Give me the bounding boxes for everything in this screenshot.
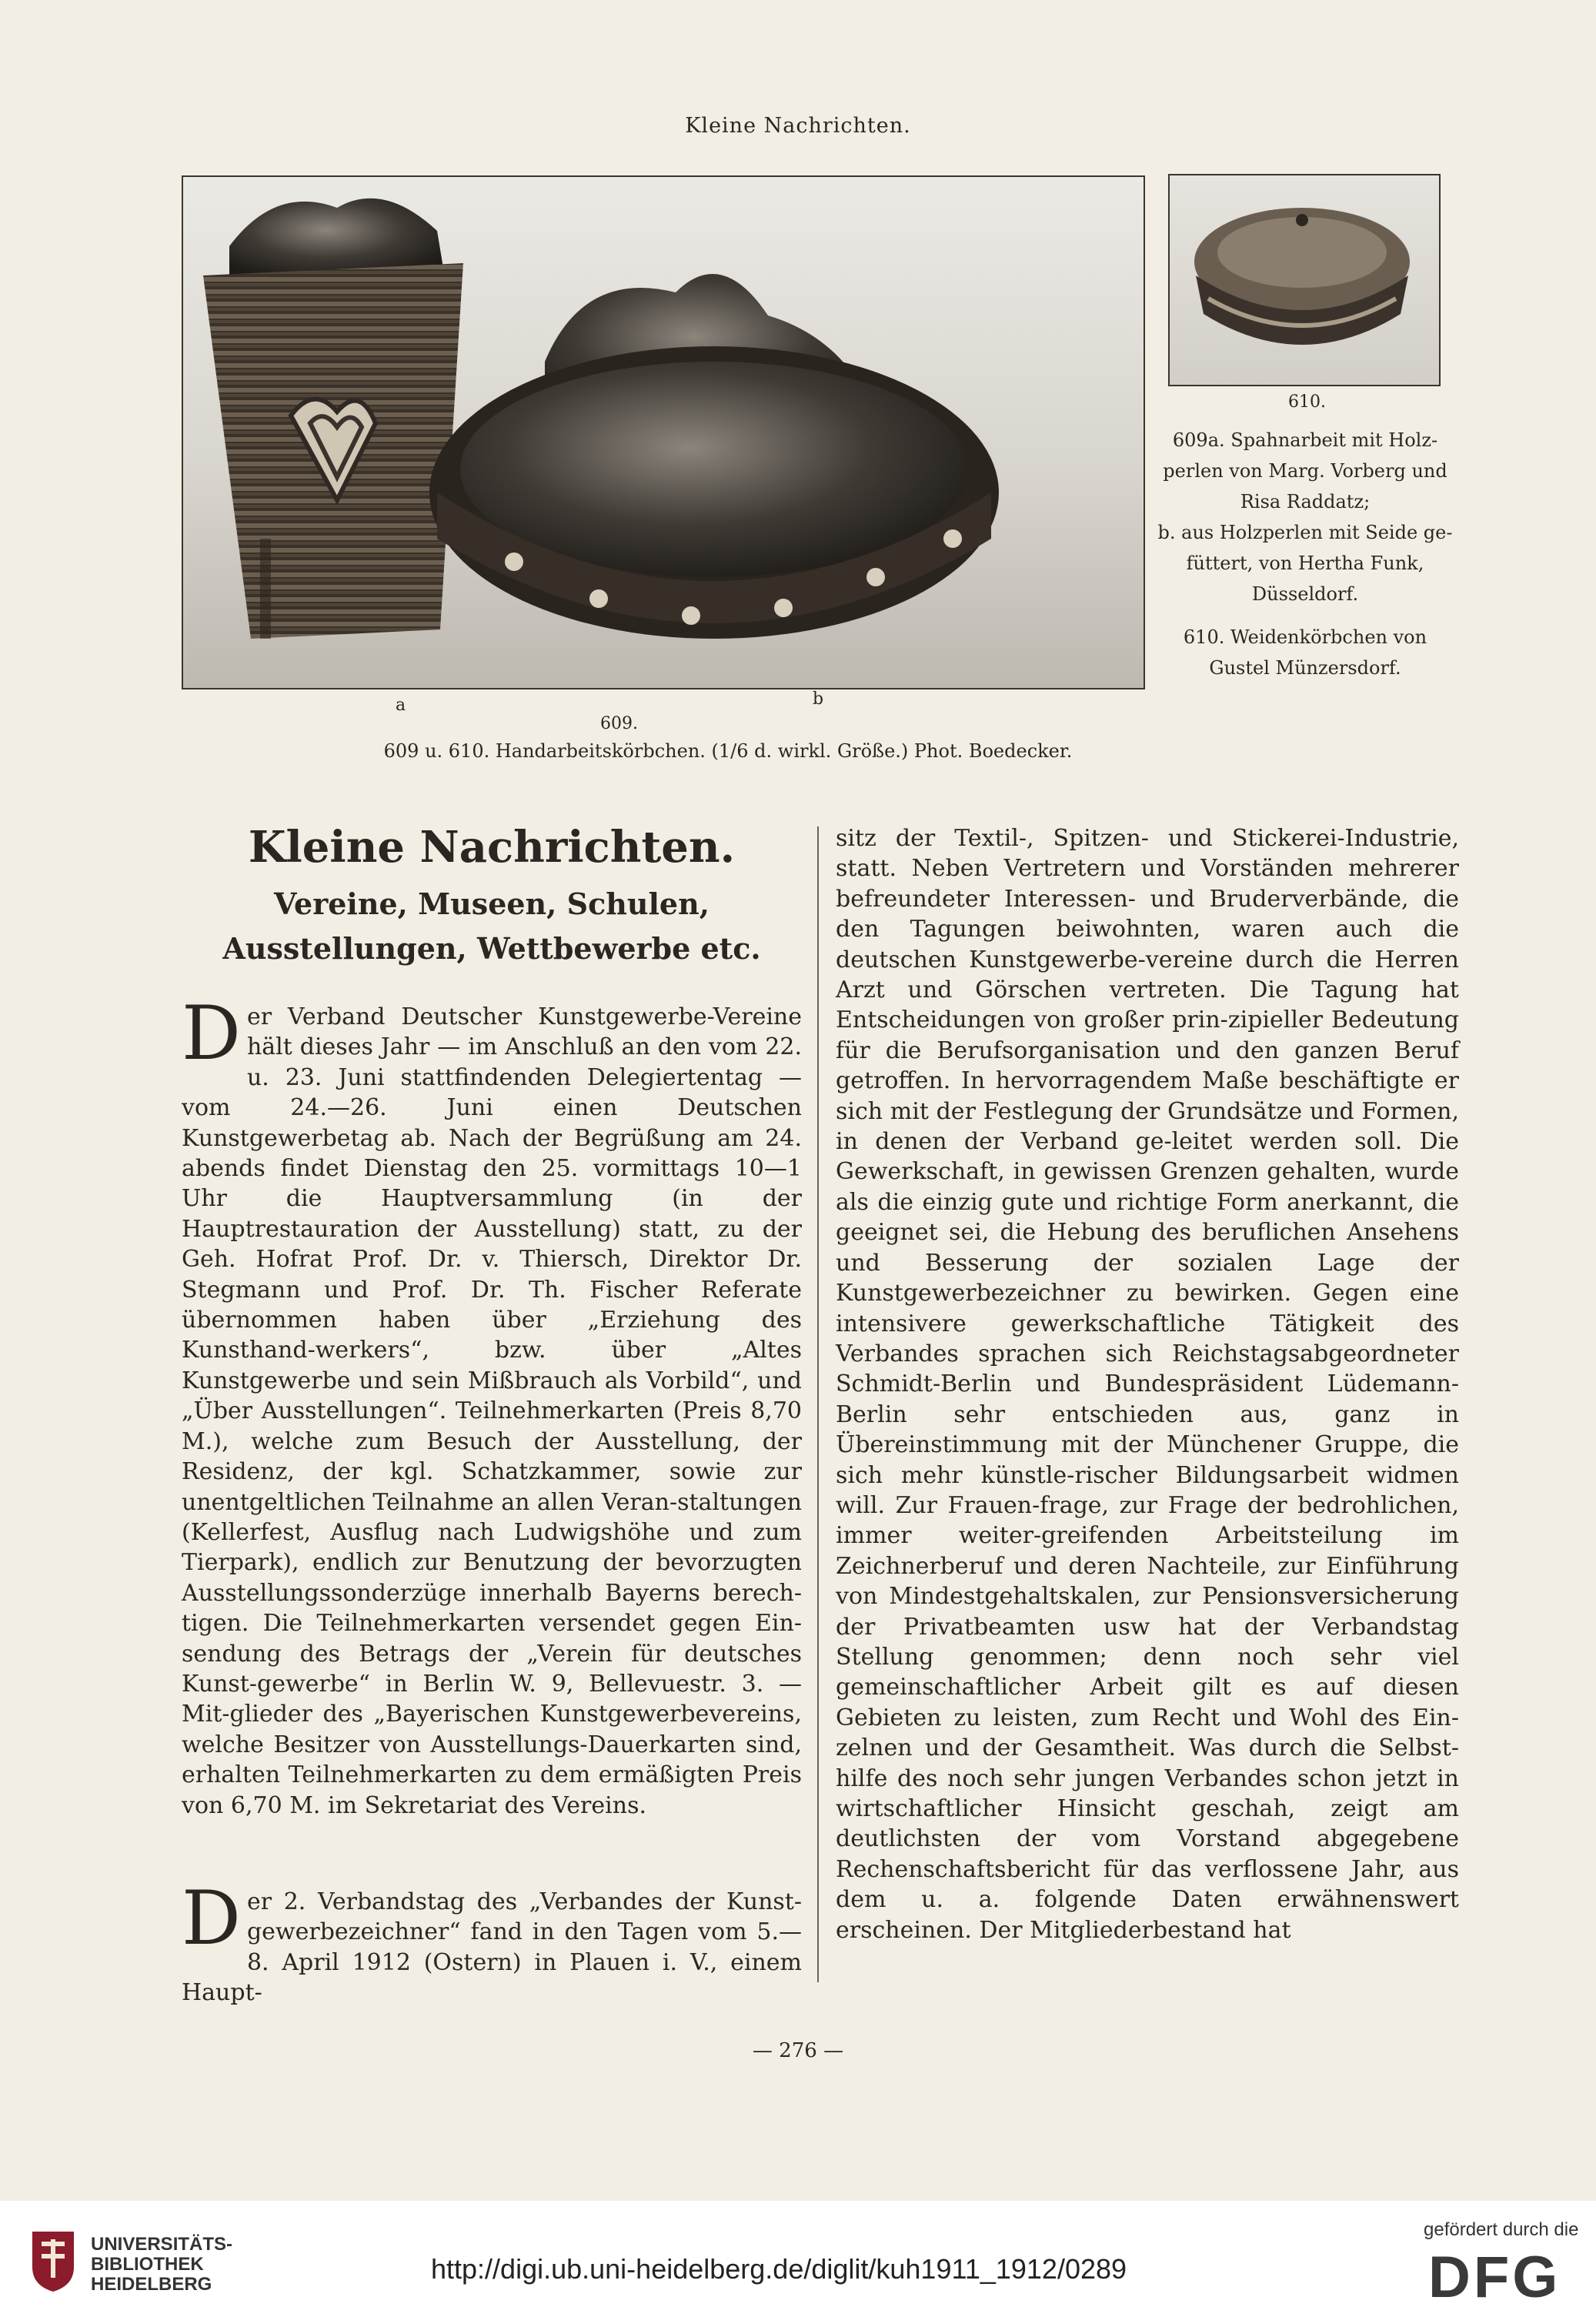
article-title: Kleine Nachrichten. xyxy=(248,822,736,873)
photo-610-willow-basket xyxy=(1168,174,1441,386)
right-column-text: sitz der Textil-, Spitzen- und Stickerei-Industrie, statt. Neben Vertretern und Vorständen mehrerer befreundeter Interessen- und Bruderverbände, die den Tagungen beiwohnten, waren auch die deutschen Kunstgewerbe-vereine durch die Herren Arzt und Görschen vertreten. Die Tagung hat Entscheidungen von großer prin-zipieller Bedeutung für die Berufsorganisation und den ganzen Beruf getroffen. In hervorragendem Maße beschäftigte er sich mit der Festlegung der Grundsätze und Formen, in denen der Verband ge-leitet werden soll. Die Gewerkschaft, in gewissen Grenzen gehalten, wurde als die einzig gute und richtige Form anerkannt, die geeignet sei, die Hebung des beruflichen Ansehens und Besserung der sozialen Lage der Kunstgewerbezeichner zu bewirken. Gegen eine intensivere gewerkschaftliche Tätigkeit des Verbandes sprachen sich Reichstagsabgeordneter Schmidt-Berlin und Bundespräsident Lüdemann-Berlin sehr entschieden aus, ganz in Übereinstimmung mit der Münchener Gruppe, die sich mehr künstle-rischer Bildungsarbeit widmen will. Zur Frauen-frage, zur Frage der bedrohlichen, immer weiter-greifenden Arbeitsteilung im Zeichnerberuf und deren Nachteile, zur Einführung von Mindestgehaltskalen, zur Pensionsversicherung der Privatbeamten usw hat der Verbandstag Stellung genommen; denn noch sehr viel gemeinschaftlicher Arbeit gilt es auf diesen Gebieten zu leisten, zum Recht und Wohl des Ein-zelnen und der Gesamtheit. Was durch die Selbst-hilfe des noch sehr jungen Verbandes schon jetzt in wirtschaftlicher Hinsicht geschah, zeigt am deutlichsten der vom Vorstand abgegebene Rechenschaftsbericht für das verflossene Jahr, aus dem u. a. folgende Daten erwähnenswert erscheinen. Der Mitgliederbestand hat xyxy=(836,825,1459,1944)
figure-label-a: a xyxy=(396,696,406,715)
column-divider xyxy=(817,826,819,1982)
basket-illustration xyxy=(183,177,1144,688)
dfg-logo: DFG xyxy=(1428,2245,1561,2310)
left-column-paragraph-1 xyxy=(182,990,802,1870)
funding-label: gefördert durch die xyxy=(1424,2219,1579,2240)
willow-basket-illustration xyxy=(1170,175,1439,385)
caption-609b: b. aus Holzperlen mit Seide ge- füttert, von Hertha Funk, Düsseldorf. xyxy=(1157,522,1453,605)
source-url-link[interactable]: http://digi.ub.uni-heidelberg.de/diglit/kuh1911_1912/0289 xyxy=(431,2253,1127,2285)
dropcap: D xyxy=(182,990,241,1077)
university-seal-icon xyxy=(26,2229,80,2293)
photo-609-baskets xyxy=(182,175,1145,689)
paragraph-1-text: er Verband Deutscher Kunstgewerbe-Vereine hält dieses Jahr — im Anschluß an den vom 22. u. 23. Juni stattfindenden Delegiertentag — vom 24.—26. Juni einen Deutschen Kunstgewerbetag ab. Nach der Begrüßung am 24. abends findet Dienstag den 25. vormittags 10—1 Uhr die Hauptversammlung (in der Hauptrestauration der Ausstellung) statt, zu der Geh. Hofrat Prof. Dr. v. Thiersch, Direktor Dr. Stegmann und Prof. Dr. Th. Fischer Referate übernommen haben über „Erziehung des Kunsthand-werkers“, bzw. über „Altes Kunstgewerbe und sein Mißbrauch als Vorbild“, und „Über Ausstellungen“. Teilnehmerkarten (Preis 8,70 M.), welche zum Besuch der Ausstellung, der Residenz, der kgl. Schatzkammer, sowie zur unentgeltlichen Teilnahme an allen Veran-staltungen (Kellerfest, Ausflug nach Ludwigshöhe und zum Tierpark), endlich zur Benutzung der bevorzugten Ausstellungssonderzüge innerhalb Bayerns berech-tigen. Die Teilnehmerkarten versendet gegen Ein-sendung des Betrags der „Verein für deutsches Kunst-gewerbe“ in Berlin W. 9, Bellevuestr. 3. — Mit-glieder des „Bayerischen Kunstgewerbevereins, welche Besitzer von Ausstellungs-Dauerkarten sind, erhalten Teilnehmerkarten zu dem ermäßigten Preis von 6,70 M. im Sekretariat des Vereins. xyxy=(182,1003,802,1819)
caption-609a: 609a. Spahnarbeit mit Holz- perlen von Marg. Vorberg und Risa Raddatz; xyxy=(1163,429,1447,512)
article-subtitle: Vereine, Museen, Schulen, Ausstellungen, Wettbewerbe etc. xyxy=(222,886,761,966)
figure-number-610: 610. xyxy=(1288,392,1326,412)
library-name: UNIVERSITÄTS- BIBLIOTHEK HEIDELBERG xyxy=(91,2234,233,2295)
paragraph-2-text: er 2. Verbandstag des „Verbandes der Kunst-gewerbezeichner“ fand in den Tagen vom 5.—8. April 1912 (Ostern) in Plauen i. V., einem Haupt- xyxy=(182,1888,802,2007)
figure-number-609: 609. xyxy=(600,714,638,733)
figure-main-caption: 609 u. 610. Handarbeitskörbchen. (1/6 d. wirkl. Größe.) Phot. Boedecker. xyxy=(383,740,1073,762)
left-column-paragraph-2 xyxy=(182,1875,802,2007)
running-head: Kleine Nachrichten. xyxy=(685,114,911,138)
dropcap: D xyxy=(182,1875,241,1961)
caption-610: 610. Weidenkörbchen von Gustel Münzersdorf. xyxy=(1183,626,1427,679)
figure-label-b: b xyxy=(813,689,824,709)
right-column xyxy=(836,823,1459,1985)
page-number: — 276 — xyxy=(752,2039,844,2062)
